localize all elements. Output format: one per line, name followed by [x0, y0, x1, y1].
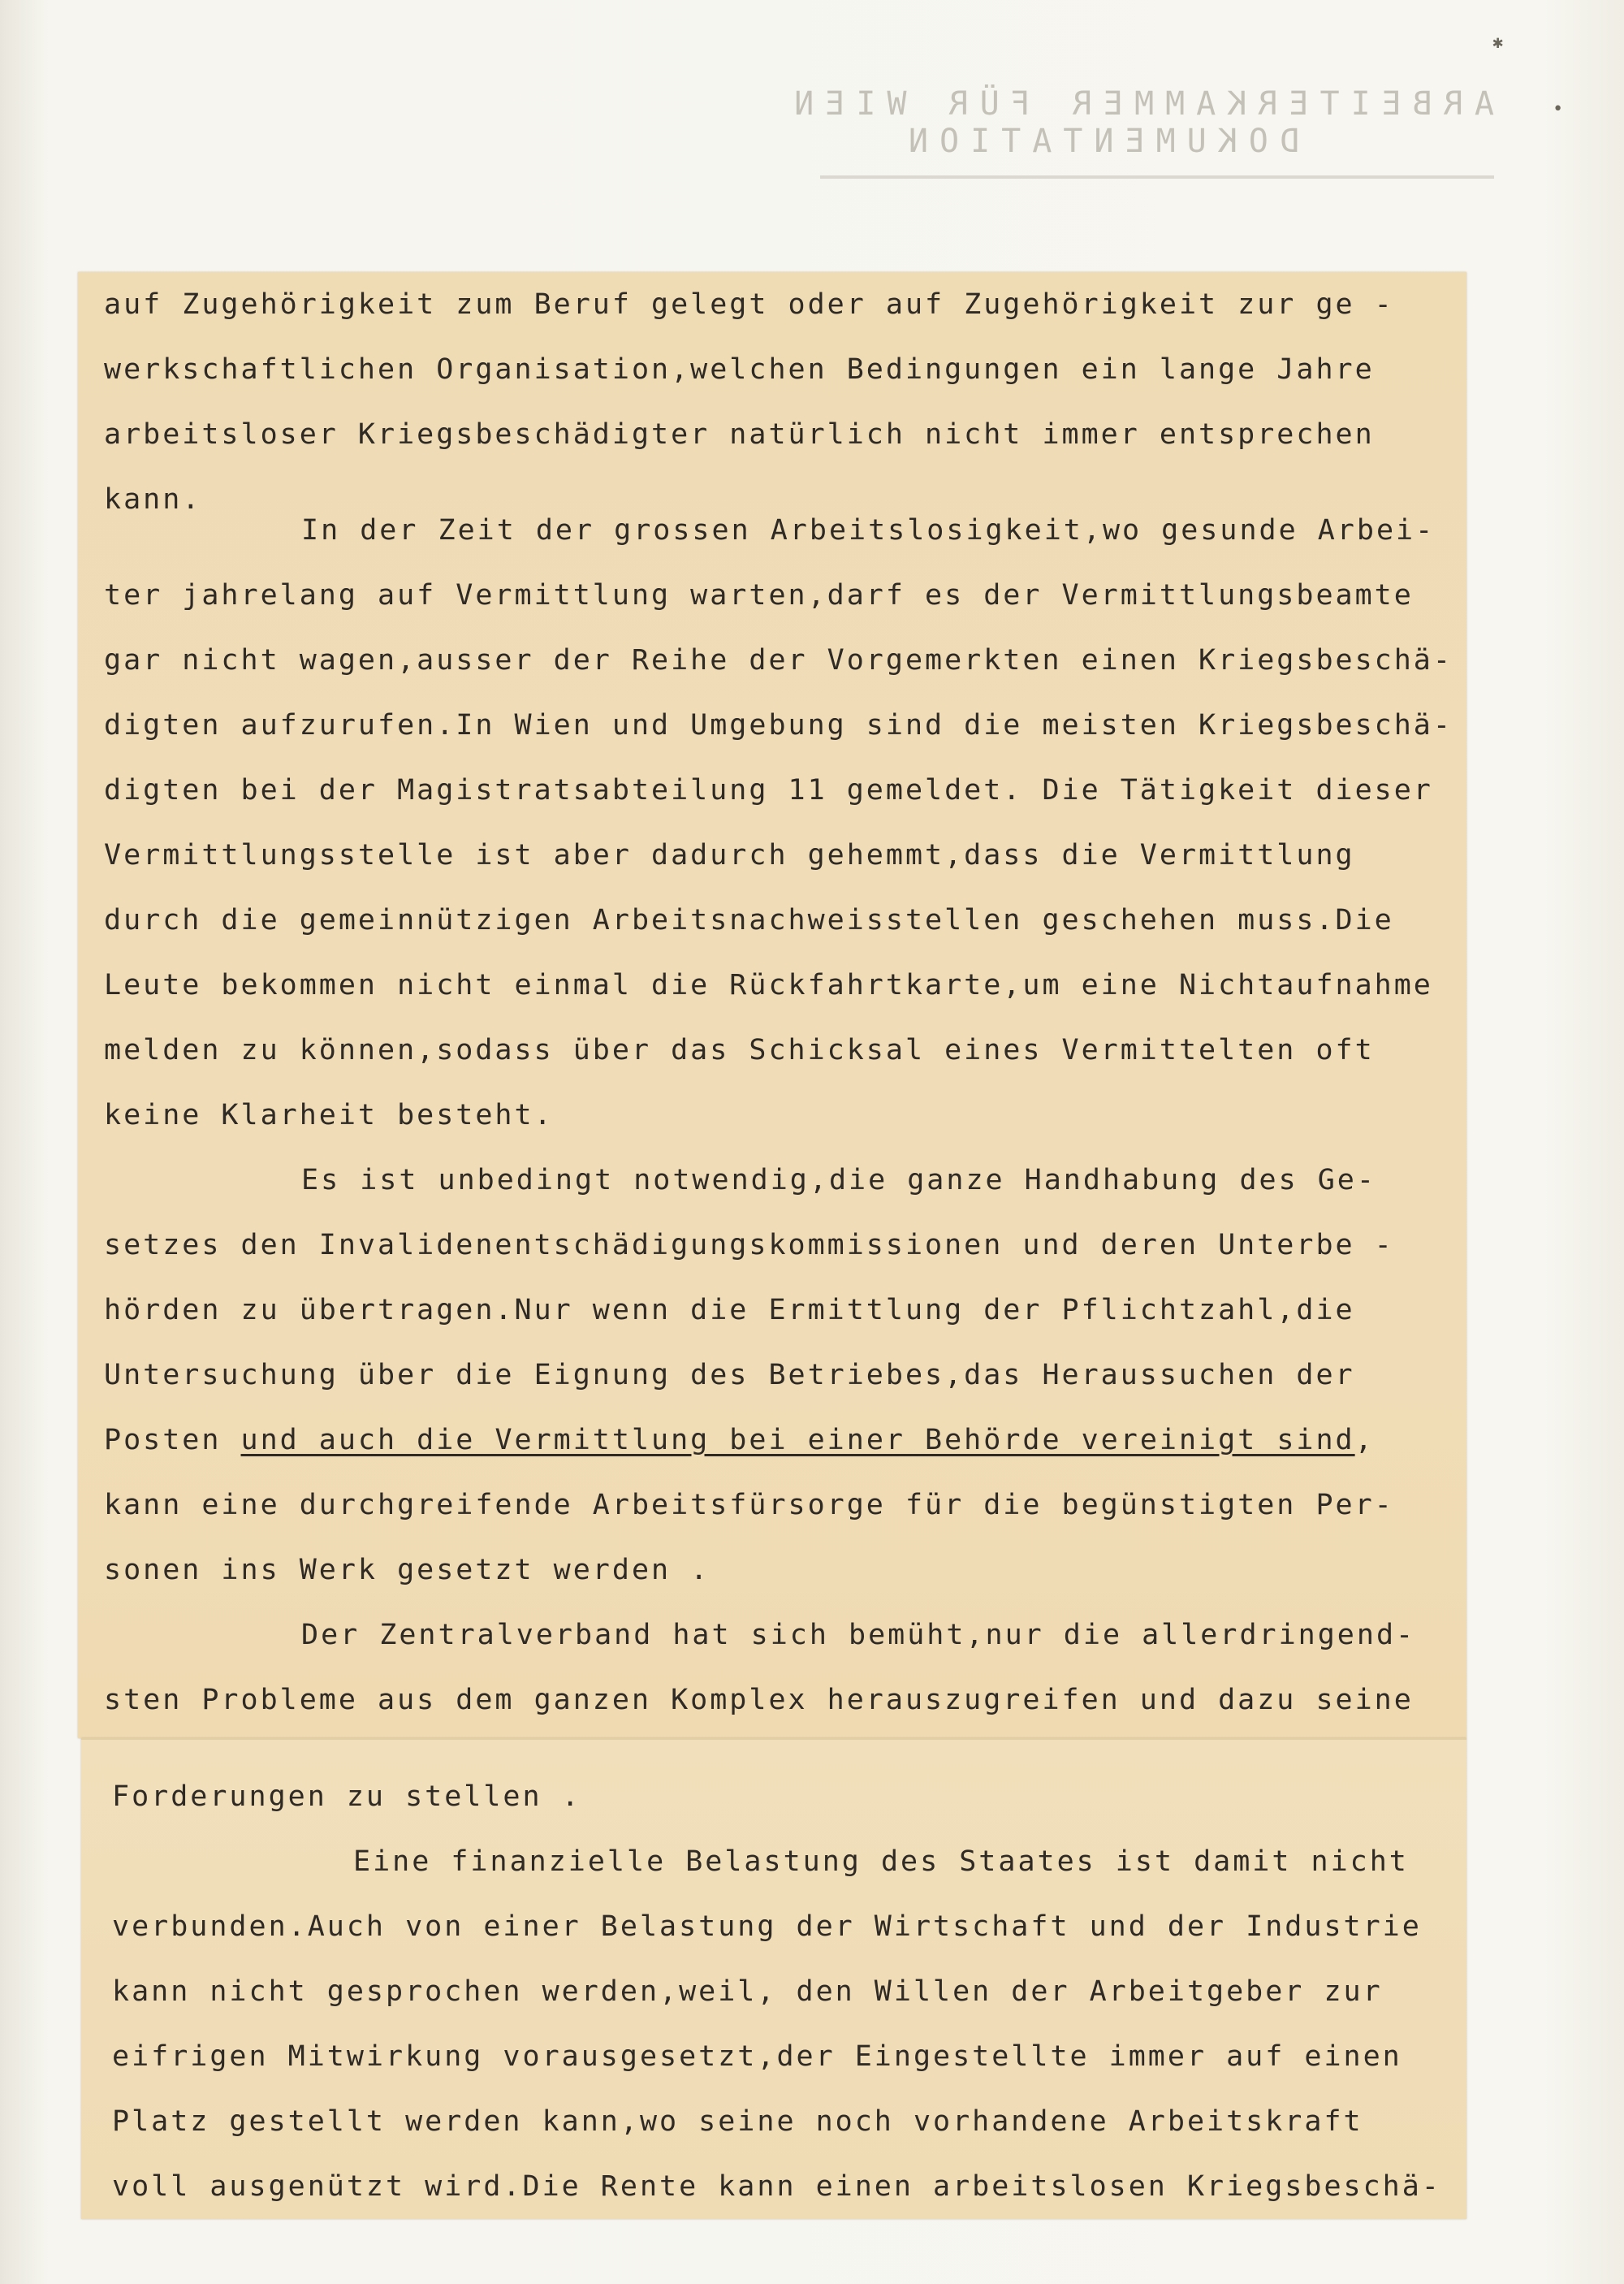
text-line: digten bei der Magistratsabteilung 11 gemeldet. Die Tätigkeit dieser — [104, 774, 1433, 807]
clipping-bottom — [81, 1738, 1466, 2219]
text-line: Untersuchung über die Eignung des Betriebes,das Heraussuchen der — [104, 1359, 1355, 1391]
text-line: gar nicht wagen,ausser der Reihe der Vorgemerkten einen Kriegsbeschä- — [104, 644, 1453, 677]
text-line-underlined — [104, 1424, 1375, 1456]
text-line: Der Zentralverband hat sich bemüht,nur die allerdringend- — [301, 1619, 1416, 1651]
corner-mark: • — [1553, 99, 1564, 119]
text-line: melden zu können,sodass über das Schicksal eines Vermittelten oft — [104, 1034, 1375, 1066]
text-line: eifrigen Mitwirkung vorausgesetzt,der Eingestellte immer auf einen — [112, 2040, 1402, 2073]
text-line: ter jahrelang auf Vermittlung warten,darf es der Vermittlungsbeamte — [104, 579, 1414, 612]
text-line: Vermittlungsstelle ist aber dadurch gehemmt,dass die Vermittlung — [104, 839, 1355, 872]
text-line: digten aufzurufen.In Wien und Umgebung sind die meisten Kriegsbeschä- — [104, 709, 1453, 742]
text-line: Leute bekommen nicht einmal die Rückfahrtkarte,um eine Nichtaufnahme — [104, 969, 1433, 1001]
stamp-line-2: DOKUMENTATION — [896, 123, 1299, 160]
text-line: verbunden.Auch von einer Belastung der Wirtschaft und der Industrie — [112, 1910, 1422, 1943]
text-line: setzes den Invalidenentschädigungskommissionen und deren Unterbe - — [104, 1229, 1394, 1261]
text-line: kann. — [104, 483, 202, 516]
text-line: Es ist unbedingt notwendig,die ganze Handhabung des Ge- — [301, 1164, 1376, 1196]
text-span: , — [1354, 1424, 1375, 1456]
underlined-phrase: und auch die Vermittlung bei einer Behörde vereinigt sind — [240, 1424, 1355, 1456]
text-line: sonen ins Werk gesetzt werden . — [104, 1554, 710, 1586]
text-line: durch die gemeinnützigen Arbeitsnachweisstellen geschehen muss.Die — [104, 904, 1394, 937]
text-line: kann nicht gesprochen werden,weil, den Willen der Arbeitgeber zur — [112, 1975, 1383, 2008]
text-line: Forderungen zu stellen . — [112, 1780, 581, 1813]
stamp-line-1: ARBEITERKAMMER FÜR WIEN — [783, 85, 1494, 123]
text-line: kann eine durchgreifende Arbeitsfürsorge für die begünstigten Per- — [104, 1489, 1394, 1521]
text-line: auf Zugehörigkeit zum Beruf gelegt oder auf Zugehörigkeit zur ge - — [104, 288, 1394, 321]
clipping-top — [78, 272, 1466, 1738]
archive-stamp — [783, 85, 1494, 160]
text-line: hörden zu übertragen.Nur wenn die Ermittlung der Pflichtzahl,die — [104, 1294, 1355, 1326]
text-line: voll ausgenützt wird.Die Rente kann einen arbeitslosen Kriegsbeschä- — [112, 2170, 1441, 2203]
text-line: sten Probleme aus dem ganzen Komplex herauszugreifen und dazu seine — [104, 1684, 1414, 1716]
corner-mark: ✱ — [1492, 32, 1504, 53]
text-line: In der Zeit der grossen Arbeitslosigkeit,wo gesunde Arbei- — [301, 514, 1436, 547]
text-line: werkschaftlichen Organisation,welchen Bedingungen ein lange Jahre — [104, 353, 1375, 386]
text-line: Platz gestellt werden kann,wo seine noch vorhandene Arbeitskraft — [112, 2105, 1363, 2138]
text-line: arbeitsloser Kriegsbeschädigter natürlich nicht immer entsprechen — [104, 418, 1375, 451]
text-line: keine Klarheit besteht. — [104, 1099, 554, 1131]
text-line: Eine finanzielle Belastung des Staates ist damit nicht — [353, 1845, 1409, 1878]
text-span: Posten — [104, 1424, 241, 1456]
stamp-rule — [820, 175, 1494, 179]
